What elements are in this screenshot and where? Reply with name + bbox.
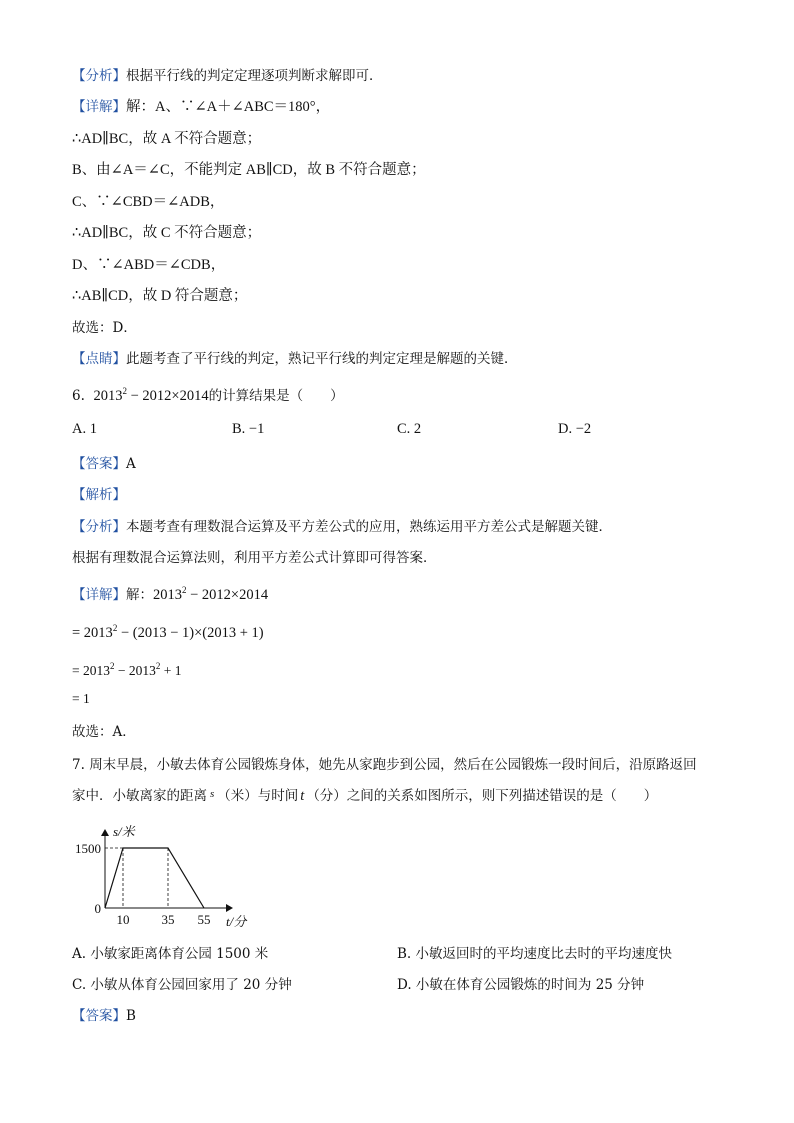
y-tick-label: 1500 bbox=[75, 841, 101, 856]
analysis-text: 根据平行线的判定定理逐项判断求解即可． bbox=[126, 68, 383, 84]
q7-var-s: s bbox=[210, 788, 215, 800]
q7-text-2c: （分）之间的关系如图所示，则下列描述错误的是（ ） bbox=[306, 788, 658, 804]
step1-base: 2013 bbox=[153, 587, 182, 603]
detail-tag: 【详解】 bbox=[72, 99, 126, 115]
detail-prefix: 解： bbox=[126, 587, 153, 603]
q6-option-a: A. 1 bbox=[72, 421, 97, 437]
q7-text-2b: （米）与时间 bbox=[217, 788, 299, 804]
analysis-tag: 【分析】 bbox=[72, 519, 126, 535]
step3-mid: − 2013 bbox=[114, 663, 156, 678]
q6-jiexi-tag: 【解析】 bbox=[72, 487, 126, 503]
detail-tag: 【详解】 bbox=[72, 587, 126, 603]
distance-time-graph bbox=[68, 812, 268, 932]
analysis-tag: 【分析】 bbox=[72, 68, 126, 84]
step1-expression bbox=[153, 587, 268, 603]
distance-line bbox=[105, 848, 204, 908]
detail-text: 解：A、∵∠A＋∠ABC＝180°， bbox=[126, 99, 331, 115]
step1-rest: − 2012×2014 bbox=[186, 587, 269, 603]
q7-stem-line-2 bbox=[72, 784, 657, 805]
y-axis-label: s/米 bbox=[113, 824, 135, 839]
step2-pre: = 2013 bbox=[72, 625, 113, 641]
q7-text-2a: 家中．小敏离家的距离 bbox=[72, 788, 207, 804]
q6-expression bbox=[93, 388, 208, 404]
step2-exp: 2 bbox=[112, 623, 118, 633]
step3-exp: 2 bbox=[110, 661, 115, 671]
q7-option-b: B. 小敏返回时的平均速度比去时的平均速度快 bbox=[397, 946, 673, 962]
q6-stem bbox=[72, 384, 344, 405]
x-tick-label: 55 bbox=[197, 912, 211, 927]
tip-tag: 【点睛】 bbox=[72, 351, 126, 367]
analysis-text: 本题考查有理数混合运算及平方差公式的应用，熟练运用平方差公式是解题关键． bbox=[126, 519, 612, 535]
q6-step-2 bbox=[72, 623, 264, 642]
q6-answer-line bbox=[72, 452, 136, 472]
q5-choose: 故选：D． bbox=[72, 320, 137, 336]
q6-analysis-line-2: 根据有理数混合运算法则，利用平方差公式计算即可得答案． bbox=[72, 550, 437, 566]
q5-analysis-line bbox=[72, 64, 383, 84]
q5-line-3: B、由∠A＝∠C，不能判定 AB∥CD，故 B 不符合题意； bbox=[72, 162, 426, 178]
q6-expr-base: 2013 bbox=[93, 388, 123, 404]
q6-option-d: D. −2 bbox=[558, 421, 592, 437]
q6-detail-line bbox=[72, 583, 268, 604]
q7-var-t: t bbox=[300, 788, 305, 804]
q7-option-d: D. 小敏在体育公园锻炼的时间为 25 分钟 bbox=[397, 977, 645, 993]
q6-number: 6. bbox=[72, 388, 85, 404]
x-axis-label: t/分 bbox=[226, 914, 247, 929]
q6-choose: 故选：A． bbox=[72, 724, 136, 740]
q5-line-4: C、∵∠CBD＝∠ADB， bbox=[72, 194, 225, 210]
step3-pre: = 2013 bbox=[72, 663, 110, 678]
step3-exp2: 2 bbox=[155, 661, 161, 671]
answer-value: B bbox=[126, 1008, 136, 1024]
q7-number: 7. bbox=[72, 757, 85, 773]
q5-line-5: ∴AD∥BC，故 C 不符合题意； bbox=[72, 225, 262, 241]
x-tick-label: 35 bbox=[161, 912, 175, 927]
q5-line-2: ∴AD∥BC，故 A 不符合题意； bbox=[72, 131, 262, 147]
step2-rest: − (2013 − 1)×(2013 + 1) bbox=[117, 625, 264, 641]
q6-analysis-line bbox=[72, 515, 612, 535]
q7-option-a: A. 小敏家距离体育公园 1500 米 bbox=[72, 946, 269, 962]
q6-text: 的计算结果是（ ） bbox=[208, 388, 344, 404]
q7-option-c: C. 小敏从体育公园回家用了 20 分钟 bbox=[72, 977, 292, 993]
q5-detail-line bbox=[72, 95, 330, 116]
step3-rest: + 1 bbox=[160, 663, 182, 678]
q6-step-4: = 1 bbox=[72, 691, 90, 706]
step1-exp: 2 bbox=[182, 585, 187, 595]
q6-expr-exp: 2 bbox=[122, 386, 127, 396]
answer-value: A bbox=[126, 456, 136, 472]
q6-option-b: B. −1 bbox=[232, 421, 265, 437]
origin-label: 0 bbox=[94, 901, 101, 916]
q6-expr-rest: − 2012×2014 bbox=[126, 388, 209, 404]
q5-tip-line bbox=[72, 347, 518, 367]
q7-text-1: 周末早晨，小敏去体育公园锻炼身体，她先从家跑步到公园，然后在公园锻炼一段时间后，沿原路返回 bbox=[89, 757, 697, 773]
q7-stem-line-1 bbox=[72, 753, 697, 773]
answer-tag: 【答案】 bbox=[72, 1008, 126, 1024]
q6-option-c: C. 2 bbox=[397, 421, 422, 437]
q5-line-6: D、∵∠ABD＝∠CDB， bbox=[72, 257, 226, 273]
x-tick-label: 10 bbox=[116, 912, 130, 927]
q6-step-3 bbox=[72, 661, 182, 679]
tip-text: 此题考查了平行线的判定，熟记平行线的判定定理是解题的关键． bbox=[126, 351, 518, 367]
q5-line-7: ∴AB∥CD，故 D 符合题意； bbox=[72, 288, 248, 304]
q7-answer-line bbox=[72, 1004, 136, 1024]
answer-tag: 【答案】 bbox=[72, 456, 126, 472]
